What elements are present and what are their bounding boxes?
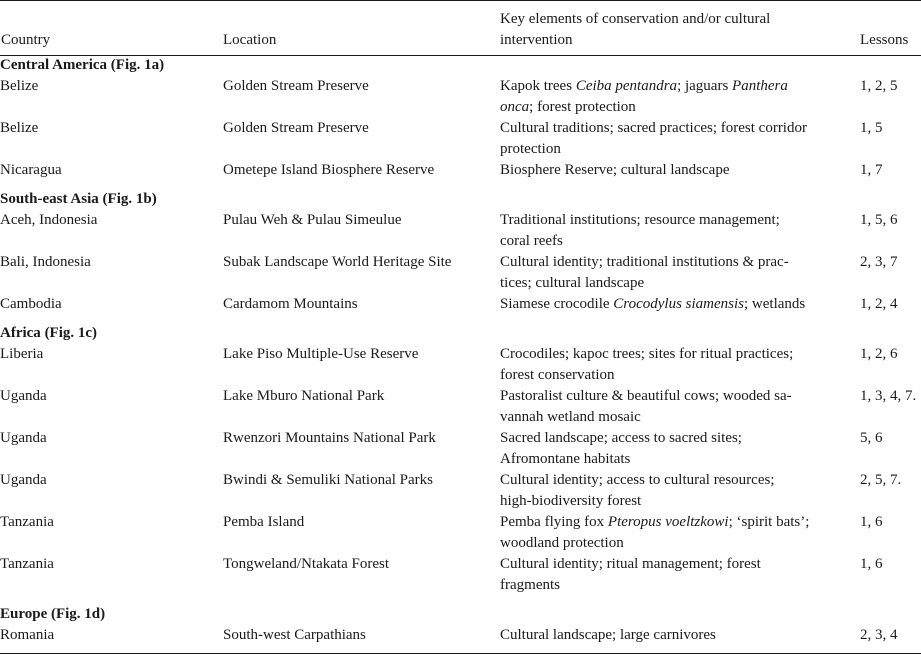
- cell-elements-line1: Biosphere Reserve; cultural landscape: [500, 162, 730, 178]
- cell-location: Pemba Island: [223, 514, 305, 530]
- cell-lessons: 1, 2, 5: [860, 78, 898, 94]
- region-name: Central America: [0, 57, 108, 73]
- cell-location: South-west Carpathians: [223, 627, 366, 643]
- cell-country: Uganda: [0, 430, 47, 446]
- cell-lessons: 1, 5: [860, 120, 883, 136]
- cell-elements: [500, 210, 860, 252]
- cell-country: Uganda: [0, 388, 47, 404]
- cell-country: Belize: [0, 78, 39, 94]
- cell-lessons: 1, 2, 4: [860, 296, 898, 312]
- region-name: Europe: [0, 606, 48, 622]
- cell-elements-line2: coral reefs: [500, 233, 563, 249]
- cell-elements: [500, 76, 860, 118]
- cell-elements-line2: vannah wetland mosaic: [500, 409, 641, 425]
- table-bottom-rule: [0, 653, 921, 654]
- cell-elements-line1: Cultural landscape; large carnivores: [500, 627, 716, 643]
- table-row: [0, 160, 921, 189]
- cell-elements: [500, 294, 860, 323]
- region-fig: (Fig. 1b): [102, 191, 157, 207]
- header-location: Location: [223, 32, 277, 48]
- table-row: [0, 118, 921, 160]
- cell-country: Nicaragua: [0, 162, 62, 178]
- header-country: Country: [1, 32, 51, 48]
- cell-elements: [500, 386, 860, 428]
- cell-elements-line1: Cultural identity; access to cultural resources;: [500, 472, 775, 488]
- cell-elements-line1: Pemba flying fox Pteropus voeltzkowi; ‘spirit bats’;: [500, 514, 810, 530]
- region-fig: (Fig. 1d): [50, 606, 106, 622]
- cell-elements-line2: Afromontane habitats: [500, 451, 631, 467]
- cases-table: [0, 55, 921, 646]
- cell-location: Tongweland/Ntakata Forest: [223, 556, 389, 572]
- cell-elements: [500, 118, 860, 160]
- table-top-rule: [0, 0, 921, 1]
- cell-elements-line1: Siamese crocodile Crocodylus siamensis; wetlands: [500, 296, 806, 312]
- cell-elements: [500, 554, 860, 604]
- region-fig: (Fig. 1c): [44, 325, 98, 341]
- cell-location: Ometepe Island Biosphere Reserve: [223, 162, 435, 178]
- cell-lessons: 2, 3, 7: [860, 254, 898, 270]
- cell-country: Tanzania: [0, 514, 54, 530]
- table-row: [0, 344, 921, 386]
- cell-elements-line2: protection: [500, 141, 561, 157]
- header-elements-line2: intervention: [500, 32, 573, 48]
- cell-location: Pulau Weh & Pulau Simeulue: [223, 212, 402, 228]
- cell-elements-line1: Cultural identity; ritual management; forest: [500, 556, 761, 572]
- cell-country: Liberia: [0, 346, 44, 362]
- cell-location: Subak Landscape World Heritage Site: [223, 254, 452, 270]
- cell-location: Rwenzori Mountains National Park: [223, 430, 436, 446]
- cell-country: Bali, Indonesia: [0, 254, 91, 270]
- cell-lessons: 2, 3, 4: [860, 627, 898, 643]
- cell-elements-line1: Sacred landscape; access to sacred sites;: [500, 430, 742, 446]
- cell-elements-line1: Kapok trees Ceiba pentandra; jaguars Panthera: [500, 78, 788, 94]
- cell-lessons: 1, 3, 4, 7.: [860, 388, 917, 404]
- cell-elements: [500, 470, 860, 512]
- cell-country: Tanzania: [0, 556, 54, 572]
- region-row: [0, 323, 921, 344]
- region-name: Africa: [0, 325, 41, 341]
- region-name: South-east Asia: [0, 191, 99, 207]
- cell-lessons: 1, 6: [860, 556, 883, 572]
- cell-elements-line1: Traditional institutions; resource management;: [500, 212, 780, 228]
- cell-location: Golden Stream Preserve: [223, 78, 369, 94]
- cell-elements: [500, 252, 860, 294]
- cell-country: Belize: [0, 120, 39, 136]
- cell-location: Golden Stream Preserve: [223, 120, 369, 136]
- table-row: [0, 76, 921, 118]
- cell-country: Romania: [0, 627, 55, 643]
- region-fig: (Fig. 1a): [110, 57, 165, 73]
- cell-country: Cambodia: [0, 296, 62, 312]
- cell-elements-line2: forest conservation: [500, 367, 615, 383]
- cell-country: Aceh, Indonesia: [0, 212, 98, 228]
- cell-elements-line2: woodland protection: [500, 535, 624, 551]
- cell-lessons: 1, 2, 6: [860, 346, 898, 362]
- cell-elements-line2: high-biodiversity forest: [500, 493, 642, 509]
- cell-lessons: 1, 6: [860, 514, 883, 530]
- cell-elements: [500, 625, 860, 646]
- cell-country: Uganda: [0, 472, 47, 488]
- table-row: [0, 512, 921, 554]
- cell-lessons: 2, 5, 7.: [860, 472, 902, 488]
- cell-elements-line2: tices; cultural landscape: [500, 275, 645, 291]
- cell-lessons: 1, 7: [860, 162, 883, 178]
- cell-location: Lake Piso Multiple-Use Reserve: [223, 346, 419, 362]
- cell-elements: [500, 512, 860, 554]
- cell-elements: [500, 428, 860, 470]
- table-row: [0, 252, 921, 294]
- cell-elements-line2: onca; forest protection: [500, 99, 636, 115]
- table-row: [0, 625, 921, 646]
- cell-location: Cardamom Mountains: [223, 296, 358, 312]
- cell-lessons: 1, 5, 6: [860, 212, 898, 228]
- table-row: [0, 294, 921, 323]
- cell-elements-line1: Cultural traditions; sacred practices; forest corridor: [500, 120, 807, 136]
- region-row: [0, 604, 921, 625]
- region-row: [0, 55, 921, 76]
- cell-elements: [500, 160, 860, 189]
- table-row: [0, 428, 921, 470]
- table-row: [0, 386, 921, 428]
- cell-elements-line1: Pastoralist culture & beautiful cows; wooded sa-: [500, 388, 792, 404]
- table-row: [0, 554, 921, 604]
- header-lessons: Lessons: [860, 32, 909, 48]
- table-row: [0, 210, 921, 252]
- cell-location: Bwindi & Semuliki National Parks: [223, 472, 433, 488]
- cell-elements-line1: Cultural identity; traditional institutions & prac-: [500, 254, 789, 270]
- cell-elements: [500, 344, 860, 386]
- cell-elements-line1: Crocodiles; kapoc trees; sites for ritual practices;: [500, 346, 794, 362]
- region-row: [0, 189, 921, 210]
- cell-location: Lake Mburo National Park: [223, 388, 385, 404]
- table-row: [0, 470, 921, 512]
- cell-elements-line2: fragments: [500, 577, 560, 593]
- cell-lessons: 5, 6: [860, 430, 883, 446]
- header-elements-line1: Key elements of conservation and/or cultural: [500, 11, 771, 27]
